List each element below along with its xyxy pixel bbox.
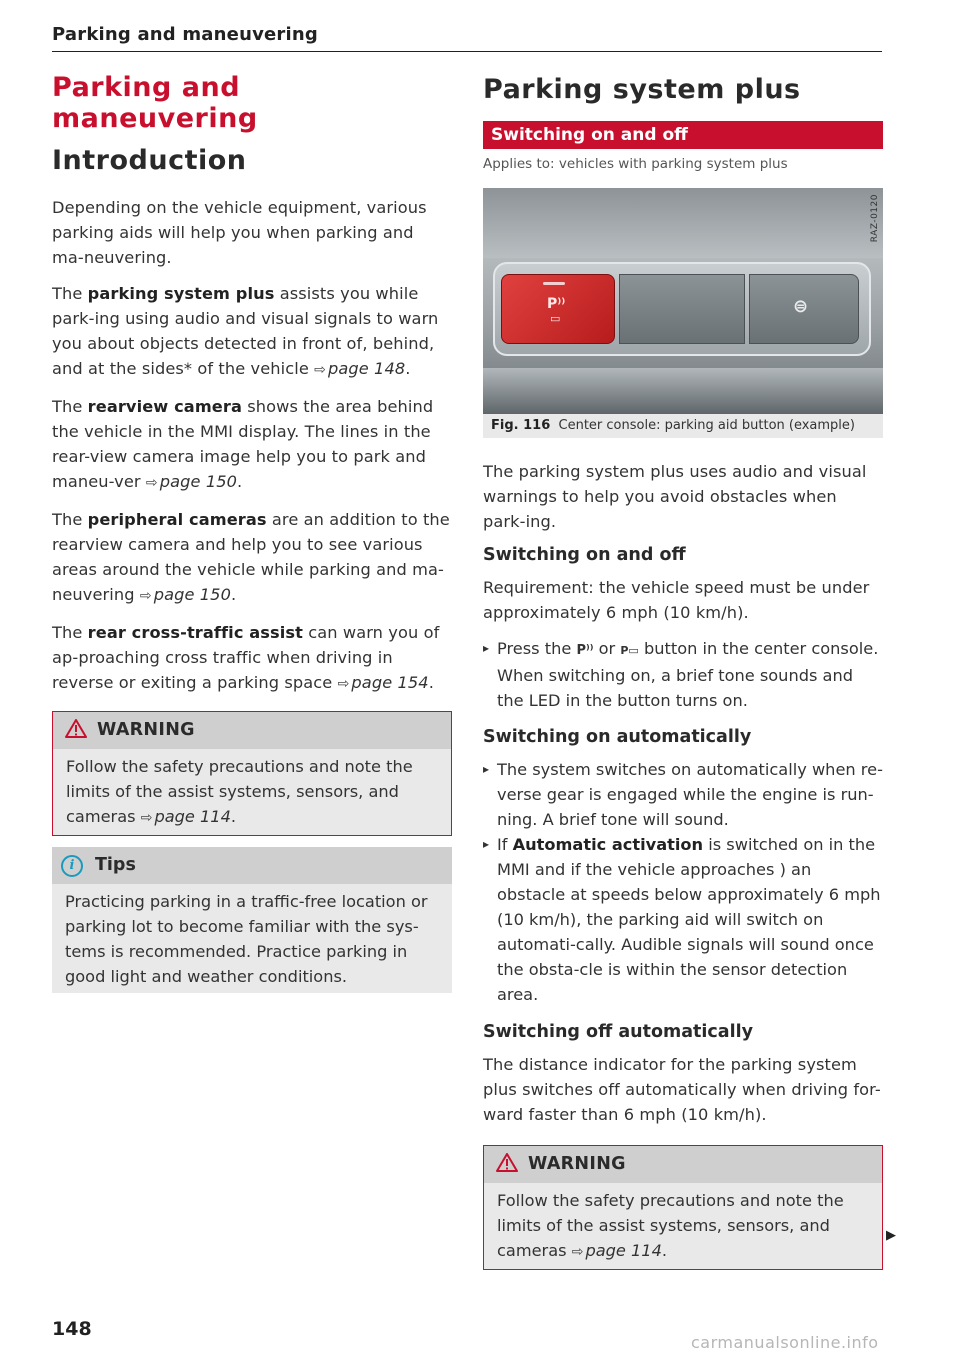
figure-code: RAZ-0120 [870,194,880,243]
warning-text: Follow the safety precautions and note the limits of the assist systems, sensors, and cameras ⇨ page 114. [53,749,451,835]
subsection-bar: Switching on and off [483,121,883,149]
warning-box [52,711,452,836]
page-ref-link[interactable]: page 114 [154,807,231,826]
system-intro: The parking system plus uses audio and visual warnings to help you avoid obstacles when park-ing. [483,462,867,531]
applies-to: Applies to: vehicles with parking system plus [483,156,788,172]
ref-arrow-icon: ⇨ [140,810,153,826]
ref-arrow-icon: ⇨ [571,1244,584,1260]
warning-header [484,1146,882,1183]
watermark: carmanualsonline.info [691,1333,879,1352]
running-header: Parking and maneuvering [52,24,318,45]
warning-title: WARNING [528,1154,626,1174]
warning-box-right [483,1145,883,1270]
requirement-text: Requirement: the vehicle speed must be under approximately 6 mph (10 km/h). [483,578,870,622]
right-column [483,72,883,1270]
led-indicator [543,282,565,285]
ref-arrow-icon: ⇨ [139,588,152,604]
page-ref-link[interactable]: page 114 [585,1241,662,1260]
bullet-press-button: ▸ Press the P⁾⁾ or P▭ button in the center console. When switching on, a brief tone sounds and the LED in the button turns on. [483,636,883,713]
tips-title: Tips [95,855,136,875]
parking-symbol-icon: P⁾⁾ [547,296,566,312]
warning-triangle-icon [65,719,87,738]
page-ref-link[interactable]: page 154 [351,673,429,692]
header-rule [52,51,882,52]
section-title-parking-system-plus: Parking system plus [483,74,801,105]
car-view-icon: ⊜ [793,296,809,317]
console-photo [483,188,883,414]
bullet-reverse-gear: ▸ The system switches on automatically when re-verse gear is engaged while the engine is run-ning. A brief tone will sound. [483,757,883,832]
page-ref-link[interactable]: page 148 [327,359,406,378]
intro-paragraph: Depending on the vehicle equipment, various parking aids will help you when parking and ma-neuvering. [52,198,427,267]
warning-header [53,712,451,749]
warning-triangle-icon [496,1153,518,1172]
section-title-introduction: Introduction [52,145,247,176]
warning-text: Follow the safety precautions and note the limits of the assist systems, sensors, and cameras ⇨ page 114. [484,1183,882,1269]
bullet-automatic-activation: ▸ If Automatic activation is switched on in the MMI and if the vehicle approaches ) an obstacle at speeds below approximately 6 mph (10 km/h), the parking aid will switch on automati-cally. Audible signals will sound once the obsta-cle is within the sensor detection area. [483,832,883,1007]
parking-button-icon: P⁾⁾ [576,643,594,658]
heading-switching-on-auto: Switching on automatically [483,727,752,747]
ref-arrow-icon: ⇨ [314,362,326,378]
page-number: 148 [52,1318,92,1340]
figure-caption: Fig. 116 Center console: parking aid button (example) [483,414,883,438]
continue-arrow-icon: ▶ [886,1228,896,1243]
figure-116 [483,188,883,438]
tips-box [52,847,452,993]
warning-title: WARNING [97,720,195,740]
parking-button-alt-icon: P▭ [620,644,639,657]
paragraph-rearview-camera: The rearview camera shows the area behind the vehicle in the MMI display. The lines in the rear-view camera image help you to park and maneu-ver ⇨ page 150. [52,397,434,491]
heading-switching-off-auto: Switching off automatically [483,1022,753,1042]
tips-header [52,847,452,884]
left-column [52,72,450,993]
chapter-title: Parking and maneuvering [52,72,258,134]
paragraph-cross-traffic: The rear cross-traffic assist can warn you of ap-proaching cross traffic when driving in reverse or exiting a parking space ⇨ page 154. [52,623,440,692]
heading-switching-on-off: Switching on and off [483,545,686,565]
tips-text: Practicing parking in a traffic-free location or parking lot to become familiar with the sys-tems is recommended. Practice parking in good light and weather conditions. [52,884,452,993]
paragraph-parking-system: The parking system plus assists you while park-ing using audio and visual signals to warn you about objects detected in front of, behind, and at the sides* of the vehicle ⇨ page 148. [52,284,439,378]
ref-arrow-icon: ⇨ [145,475,158,491]
paragraph-peripheral-cameras: The peripheral cameras are an addition to the rearview camera and help you to see various areas around the vehicle while parking and ma-neuvering ⇨ page 150. [52,510,450,604]
info-icon: i [61,855,83,877]
page-ref-link[interactable]: page 150 [153,585,231,604]
switch-off-text: The distance indicator for the parking system plus switches off automatically when driving for-ward faster than 6 mph (10 km/h). [483,1055,881,1124]
parking-car-icon: ▭ [550,312,561,325]
page-ref-link[interactable]: page 150 [159,472,238,491]
ref-arrow-icon: ⇨ [337,676,350,692]
